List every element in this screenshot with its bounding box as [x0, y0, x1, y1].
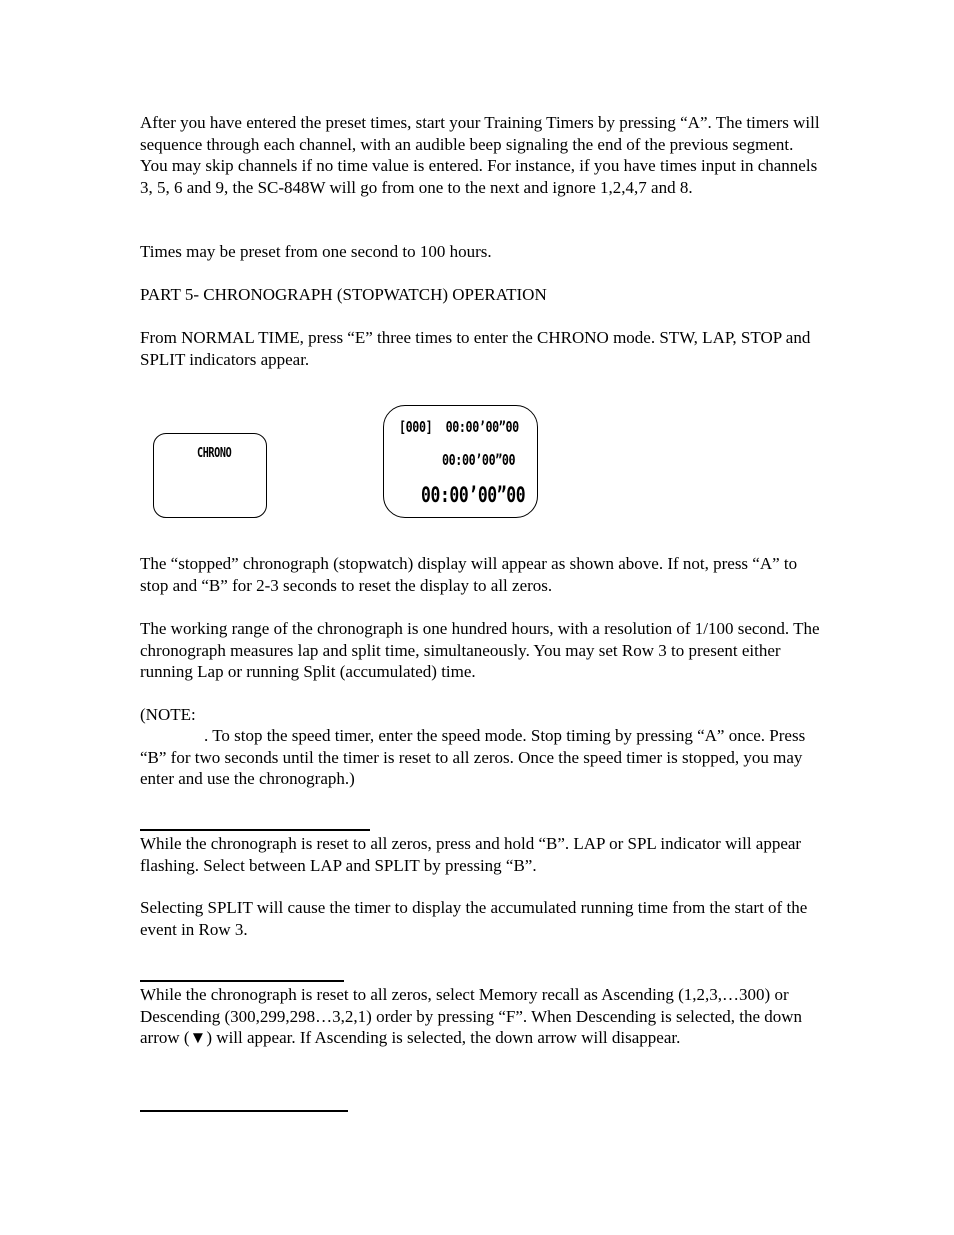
- lcd-row-3: 00:00’00”00: [421, 483, 526, 507]
- chrono-mode-paragraph: From NORMAL TIME, press “E” three times to enter the CHRONO mode. STW, LAP, STOP and SPLIT indicators appear.: [140, 328, 811, 369]
- chrono-indicator: CHRONO: [197, 446, 232, 461]
- lcd-display-mode: [153, 433, 267, 518]
- section-heading: PART 5- CHRONOGRAPH (STOPWATCH) OPERATION: [140, 285, 547, 304]
- preset-range-paragraph: Times may be preset from one second to 100 hours.: [140, 242, 492, 261]
- note-label: (NOTE:: [140, 705, 196, 724]
- section-underline-3: [140, 1110, 348, 1112]
- section-underline-1: [140, 829, 370, 831]
- stopped-display-paragraph: The “stopped” chronograph (stopwatch) display will appear as shown above. If not, press “A” to stop and “B” for 2-3 seconds to reset the display to all zeros.: [140, 554, 798, 595]
- section-underline-2: [140, 980, 344, 982]
- lcd-row-1: [000] 00:00’00”00: [399, 418, 519, 436]
- lcd-display-stopwatch: [383, 405, 538, 518]
- lcd-row-2: 00:00’00”00: [442, 451, 516, 469]
- note-paragraph: . To stop the speed timer, enter the speed mode. Stop timing by pressing “A” once. Press “B” for two seconds until the timer is reset to all zeros. Once the speed timer is stopped, you may enter and use the chronograph.): [140, 726, 806, 789]
- lap-split-paragraph: While the chronograph is reset to all zeros, press and hold “B”. LAP or SPL indicator will appear flashing. Select between LAP and SPLIT by pressing “B”.: [140, 834, 802, 875]
- working-range-paragraph: The working range of the chronograph is one hundred hours, with a resolution of 1/100 second. The chronograph measures lap and split time, simultaneously. You may set Row 3 to present either running Lap or running Split (accumulated) time.: [140, 619, 820, 682]
- split-paragraph: Selecting SPLIT will cause the timer to display the accumulated running time from the start of the event in Row 3.: [140, 898, 808, 939]
- memory-recall-paragraph: While the chronograph is reset to all zeros, select Memory recall as Ascending (1,2,3,…300) or Descending (300,299,298…3,2,1) order by pressing “F”. When Descending is selected, the down arrow (▼) will appear. If Ascending is selected, the down arrow will disappear.: [140, 985, 803, 1048]
- intro-paragraph: After you have entered the preset times, start your Training Timers by pressing “A”. The timers will sequence through each channel, with an audible beep signaling the end of the previous segment. You may skip channels if no time value is entered. For instance, if you have times input in channels 3, 5, 6 and 9, the SC-848W will go from one to the next and ignore 1,2,4,7 and 8.: [140, 113, 820, 197]
